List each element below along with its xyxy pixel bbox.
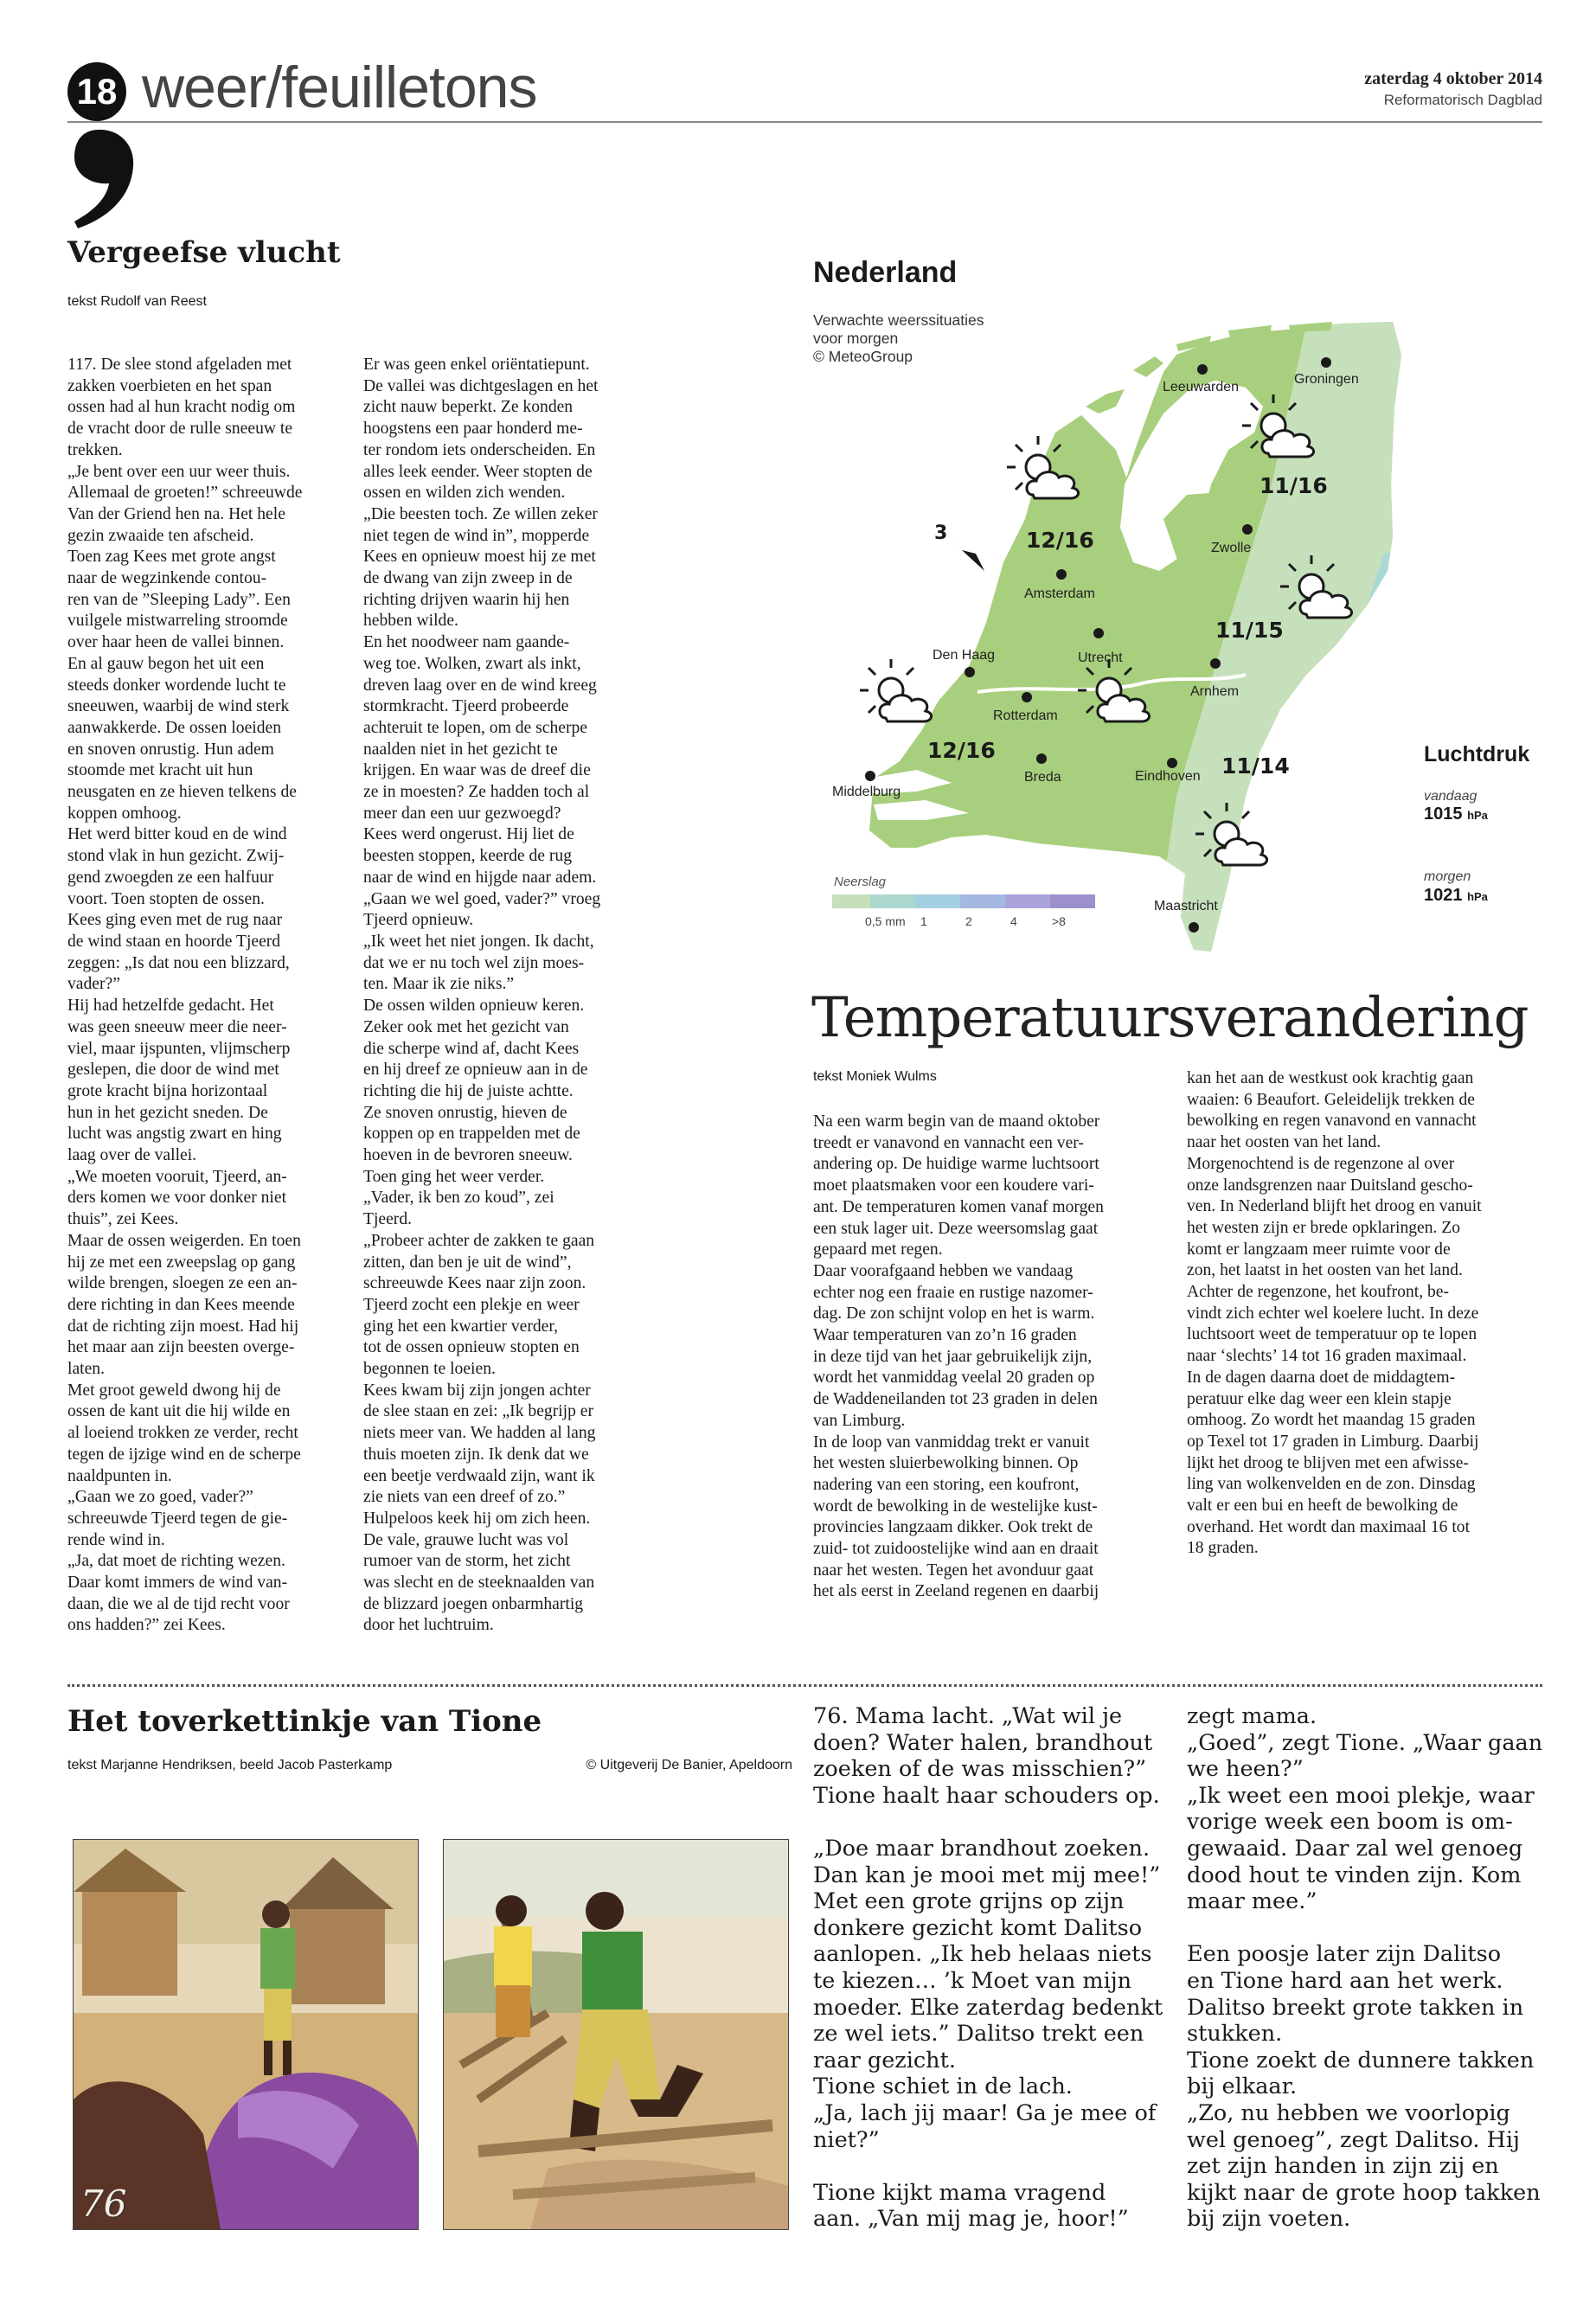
text-line: vader?”	[67, 975, 120, 994]
legend-tick-4: 4	[1010, 914, 1017, 928]
text-line: wel genoeg”, zegt Dalitso. Hij	[1187, 2126, 1520, 2153]
text-line: stond vlak in hun gezicht. Zwij-	[67, 847, 285, 866]
text-line: het westen zijn er brede opklaringen. Zo	[1187, 1218, 1461, 1237]
text-line: neusgaten en ze hieven telkens de	[67, 783, 297, 802]
serial-title: Het toverkettinkje van Tione	[67, 1704, 542, 1739]
text-line: Hulpeloos keek hij om zich heen.	[363, 1509, 591, 1528]
text-line: aanlopen. „Ik heb helaas niets	[813, 1941, 1152, 1968]
text-line: Toen ging het weer verder.	[363, 1167, 545, 1186]
text-line: Kees werd ongerust. Hij liet de	[363, 825, 574, 844]
text-line: Zeker ook met het gezicht van	[363, 1017, 569, 1036]
text-line: viel, maar ijspunten, vlijmscherp	[67, 1039, 291, 1058]
text-line: richting die hij de juiste achtte.	[363, 1081, 574, 1100]
pressure-unit: hPa	[1467, 809, 1488, 822]
city-dot-arnhem	[1210, 658, 1221, 669]
text-line: overhand. Het wordt dan maximaal 16 tot	[1187, 1517, 1471, 1536]
text-line: ossen de kant uit die hij wilde en	[67, 1402, 291, 1421]
text-line: op Texel tot 17 graden in Limburg. Daarbij	[1187, 1432, 1479, 1451]
text-line: Van der Griend hen na. Het hele	[67, 504, 285, 523]
text-line: kan het aan de westkust ook krachtig gaan	[1187, 1069, 1474, 1087]
text-line: dere richting in dan Kees meende	[67, 1295, 295, 1314]
text-line: kijkt naar de grote hoop takken	[1187, 2179, 1541, 2206]
text-line: hoogstens een paar honderd me-	[363, 420, 583, 439]
text-line: „Die beesten toch. Ze willen zeker	[363, 504, 598, 523]
village-illustration	[74, 1840, 418, 2229]
text-line: gezin zwaaide ten afscheid.	[67, 526, 254, 545]
text-line: wordt het vanmiddag veelal 20 graden op	[813, 1368, 1095, 1388]
legend-tick-5: >8	[1052, 914, 1066, 928]
text-line: ling van wolkenvelden en de zon. Dinsdag	[1187, 1475, 1476, 1494]
text-line: was geen sneeuw meer die neer-	[67, 1017, 287, 1036]
text-line: het westen sluierbewolking binnen. Op	[813, 1454, 1079, 1473]
city-label-rotterdam: Rotterdam	[993, 708, 1058, 723]
text-line: Tione schiet in de lach.	[813, 2073, 1073, 2100]
weather-subtitle-line: voor morgen	[813, 330, 899, 347]
legend-swatch-6	[1050, 894, 1095, 908]
text-line: de vracht door de rulle sneeuw te	[67, 420, 293, 439]
text-line: Tjeerd.	[363, 1210, 413, 1229]
text-line: Tjeerd opnieuw.	[363, 911, 474, 930]
text-line: ter rondom iets onderscheiden. En	[363, 440, 596, 459]
feuilleton-column-1	[67, 355, 346, 1637]
city-label-utrecht: Utrecht	[1078, 651, 1123, 665]
text-line: zoeken of de was misschien?”	[813, 1756, 1147, 1783]
city-dot-zwolle	[1242, 524, 1253, 535]
paragraph-gap	[813, 1809, 1168, 1836]
city-dot-amsterdam	[1056, 569, 1067, 580]
text-line: provincies langzaam dikker. Ook trekt de	[813, 1518, 1093, 1537]
text-line: Toen zag Kees met grote angst	[67, 548, 276, 567]
city-label-middelburg: Middelburg	[832, 785, 901, 799]
legend-swatch-2	[870, 894, 915, 908]
text-line: door het luchtruim.	[363, 1616, 494, 1635]
text-line: de blizzard joegen onbarmhartig	[363, 1594, 584, 1613]
text-line: valt er een bui en heeft de bewolking de	[1187, 1497, 1458, 1516]
city-dot-middelburg	[865, 771, 875, 781]
text-line: nadering van een storing, een koufront,	[813, 1475, 1080, 1494]
text-line: krijgen. En waar was de dreef die	[363, 761, 591, 780]
text-line: Na een warm begin van de maand oktober	[813, 1112, 1100, 1131]
section-title: weer/feuilletons	[142, 54, 537, 120]
header-date: zaterdag 4 oktober 2014	[1364, 69, 1542, 88]
text-line: tot de ossen opnieuw stopten en	[363, 1338, 580, 1357]
text-line: Er was geen enkel oriëntatiepunt.	[363, 356, 590, 374]
temp-south: 11/14	[1221, 753, 1290, 779]
city-dot-leeuwarden	[1197, 364, 1208, 375]
pressure-today-value: 1015	[1424, 804, 1463, 824]
panel-number: 76	[80, 2182, 127, 2225]
text-line: Met een grote grijns op zijn	[813, 1888, 1125, 1915]
text-line: In de loop van vanmiddag trekt er vanuit	[813, 1433, 1090, 1452]
text-line: Een poosje later zijn Dalitso	[1187, 1941, 1502, 1968]
text-line: „Zo, nu hebben we voorlopig	[1187, 2099, 1510, 2126]
text-line: was slecht en de steeknaalden van	[363, 1574, 595, 1593]
text-line: 76. Mama lacht. „Wat wil je	[813, 1703, 1123, 1729]
city-dot-groningen	[1321, 357, 1331, 368]
text-line: naalden niet in het gezicht te	[363, 740, 558, 759]
feuilleton-column-2	[363, 355, 649, 1637]
text-line: komt er langzaam meer ruimte voor de	[1187, 1240, 1451, 1259]
weather-subtitle	[813, 311, 984, 366]
legend-label: Neerslag	[834, 875, 887, 889]
article-headline: Temperatuursverandering	[811, 986, 1529, 1050]
pressure-tomorrow	[1424, 886, 1488, 906]
text-line: voort. Toen stopten de ossen.	[67, 889, 265, 908]
text-line: gewaaid. Daar zal wel genoeg	[1187, 1835, 1523, 1862]
weather-title: Nederland	[813, 256, 958, 289]
legend-tick-2: 1	[920, 914, 927, 928]
text-line: thuis”, zei Kees.	[67, 1210, 179, 1229]
text-line: aanwakkerde. De ossen loeiden	[67, 718, 281, 737]
text-line: raar gezicht.	[813, 2047, 956, 2073]
header-rule	[67, 121, 1542, 123]
paragraph-gap	[813, 2153, 1168, 2180]
text-line: achteruit te lopen, om de scherpe	[363, 718, 587, 737]
text-line: de Waddeneilanden tot 23 graden in delen	[813, 1390, 1098, 1409]
wind-force: 3	[934, 522, 948, 544]
text-line: De ossen wilden opnieuw keren.	[363, 997, 585, 1016]
text-line: in deze tijd van het jaar gebruikelijk zijn,	[813, 1347, 1093, 1366]
text-line: koppen op en trappelden met de	[363, 1125, 580, 1144]
text-line: Achter de regenzone, het koufront, be-	[1187, 1283, 1450, 1302]
text-line: naar het oosten van het land.	[1187, 1133, 1381, 1152]
serial-column-2	[1187, 1703, 1550, 2233]
text-line: ven. In Nederland blijft het droog en vanuit	[1187, 1197, 1482, 1216]
text-line: dag. De zon schijnt volop en het is warm.	[813, 1304, 1095, 1324]
text-line: stormkracht. Tjeerd probeerde	[363, 697, 569, 716]
text-line: van Limburg.	[813, 1411, 906, 1430]
text-line: ze wel iets.” Dalitso trekt een	[813, 2021, 1144, 2048]
text-line: naar de wind en hijgde naar adem.	[363, 868, 597, 887]
weather-copyright: © MeteoGroup	[813, 348, 913, 365]
text-line: lijkt het droog te blijven met een afwisse-	[1187, 1453, 1469, 1472]
text-line: wilde brengen, sloegen ze een an-	[67, 1274, 298, 1293]
text-line: moeder. Elke zaterdag bedenkt	[813, 1994, 1163, 2021]
text-line: naar de wegzinkende contou-	[67, 569, 267, 588]
serial-credit: © Uitgeverij De Banier, Apeldoorn	[586, 1758, 792, 1772]
city-dot-eindhoven	[1167, 758, 1177, 768]
text-line: schreeuwde Tjeerd tegen de gie-	[67, 1509, 288, 1528]
text-line: „Probeer achter de zakken te gaan	[363, 1231, 595, 1250]
text-line: niets meer van. We hadden al lang	[363, 1424, 596, 1443]
text-line: niet tegen de wind in”, mopperde	[363, 526, 590, 545]
text-line: dat we er nu toch wel zijn moes-	[363, 953, 585, 972]
text-line: lucht was angstig zwart en hing	[67, 1125, 282, 1144]
text-line: hebben wilde.	[363, 612, 458, 631]
text-line: donkere gezicht komt Dalitso	[813, 1914, 1143, 1941]
text-line: daan, die we al de tijd recht voor	[67, 1594, 290, 1613]
page-number: 18	[67, 62, 126, 121]
text-line: de dwang van zijn zweep in de	[363, 569, 573, 588]
text-line: Kees en opnieuw moest hij ze met	[363, 548, 596, 567]
weather-map	[813, 285, 1574, 969]
temp-west: 12/16	[1026, 528, 1094, 553]
text-line: over haar heen de vallei binnen.	[67, 633, 285, 652]
text-line: zie niets van een dreef of zo.”	[363, 1488, 566, 1507]
comma-logo-icon	[62, 123, 140, 234]
city-label-groningen: Groningen	[1294, 372, 1359, 387]
sun-cloud-icon	[860, 659, 932, 721]
text-line: stukken.	[1187, 2021, 1283, 2048]
text-line: ossen had al hun kracht nodig om	[67, 398, 296, 417]
city-dot-rotterdam	[1022, 692, 1032, 702]
text-line: treedt er vanavond en vannacht een ver-	[813, 1133, 1084, 1152]
paragraph-gap	[1187, 1915, 1550, 1942]
text-line: Waar temperaturen van zo’n 16 graden	[813, 1326, 1077, 1345]
text-line: Kees kwam bij zijn jongen achter	[363, 1381, 591, 1400]
text-line: ders komen we voor donker niet	[67, 1189, 287, 1208]
pressure-tomorrow-value: 1021	[1424, 886, 1463, 905]
text-line: „Gaan we zo goed, vader?”	[67, 1488, 253, 1507]
city-dot-den-haag	[965, 667, 975, 677]
city-label-arnhem: Arnhem	[1190, 684, 1240, 699]
text-line: een beetje verdwaald zijn, want ik	[363, 1466, 595, 1485]
text-line: naaldpunten in.	[67, 1466, 172, 1485]
text-line: trekken.	[67, 440, 123, 459]
city-label-den-haag: Den Haag	[933, 648, 996, 663]
text-line: „Doe maar brandhout zoeken.	[813, 1835, 1151, 1862]
weather-icon-southwest	[860, 659, 932, 721]
city-label-leeuwarden: Leeuwarden	[1163, 380, 1240, 394]
text-line: niet?”	[813, 2126, 880, 2153]
text-line: Morgenochtend is de regenzone al over	[1187, 1154, 1455, 1173]
text-line: tegen de ijzige wind en de scherpe	[67, 1445, 301, 1464]
precipitation-legend	[832, 875, 1095, 928]
text-line: Dan kan je mooi met mij mee!”	[813, 1862, 1161, 1888]
text-line: „Vader, ik ben zo koud”, zei	[363, 1189, 554, 1208]
text-line: begonnen te loeien.	[363, 1360, 496, 1379]
text-line: peratuur elke dag weer een klein stapje	[1187, 1389, 1452, 1408]
text-line: andering op. De huidige warme luchtsoort	[813, 1155, 1099, 1174]
text-line: alles leek eender. Weer stopten de	[363, 462, 593, 481]
text-line: Tione zoekt de dunnere takken	[1187, 2047, 1535, 2073]
text-line: bij zijn voeten.	[1187, 2206, 1351, 2233]
text-line: wordt de bewolking in de westelijke kust-	[813, 1497, 1098, 1516]
text-line: laag over de vallei.	[67, 1146, 197, 1165]
city-label-breda: Breda	[1024, 770, 1061, 785]
legend-swatch-4	[960, 894, 1005, 908]
text-line: dreven laag over en de wind kreeg	[363, 676, 597, 695]
text-line: beesten stoppen, keerde de rug	[363, 847, 573, 866]
text-line: ons hadden?” zei Kees.	[67, 1616, 226, 1635]
text-line: de slee staan en zei: „Ik begrijp er	[363, 1402, 594, 1421]
text-line: 117. De slee stond afgeladen met	[67, 356, 292, 374]
text-line: geslepen, die door de wind met	[67, 1061, 279, 1080]
temp-north: 11/16	[1259, 473, 1328, 498]
text-line: dood hout te vinden zijn. Kom	[1187, 1862, 1522, 1888]
text-line: meer dan een uur gezwoegd?	[363, 804, 561, 823]
section-divider	[67, 1684, 1542, 1687]
text-line: Met groot geweld dwong hij de	[67, 1381, 281, 1400]
text-line: Kees ging even met de rug naar	[67, 911, 283, 930]
text-line: „Ja, dat moet de richting wezen.	[67, 1552, 285, 1571]
text-line: ten. Maar ik zie niks.”	[363, 975, 515, 994]
city-label-eindhoven: Eindhoven	[1135, 769, 1201, 784]
city-label-zwolle: Zwolle	[1211, 541, 1252, 555]
city-dot-maastricht	[1189, 922, 1199, 933]
text-line: ant. De temperaturen komen vanaf morgen	[813, 1197, 1104, 1216]
illustration-panel-2	[443, 1839, 789, 2230]
pressure-today	[1424, 804, 1488, 824]
pressure-tomorrow-label: morgen	[1424, 869, 1471, 884]
text-line: zegt mama.	[1187, 1703, 1317, 1729]
pressure-unit: hPa	[1467, 890, 1488, 903]
text-line: de wind staan en hoorde Tjeerd	[67, 932, 281, 951]
city-dot-utrecht	[1093, 628, 1104, 638]
text-line: Daar komt immers de wind van-	[67, 1574, 288, 1593]
text-line: koppen omhoog.	[67, 804, 182, 823]
text-line: rumoer van de storm, het zicht	[363, 1552, 571, 1571]
text-line: De vale, grauwe lucht was vol	[363, 1530, 569, 1549]
text-line: gepaard met regen.	[813, 1240, 943, 1259]
city-label-maastricht: Maastricht	[1154, 899, 1218, 913]
pressure-today-label: vandaag	[1424, 789, 1477, 804]
text-line: zeggen: „Is dat nou een blizzard,	[67, 953, 290, 972]
text-line: En al gauw begon het uit een	[67, 654, 265, 673]
text-line: vuilgele mistwarreling stroomde	[67, 612, 288, 631]
text-line: stoomde met kracht uit hun	[67, 761, 253, 780]
text-line: een stuk lager uit. Deze weersomslag gaat	[813, 1219, 1099, 1238]
text-line: ren van de ”Sleeping Lady”. Een	[67, 590, 291, 609]
text-line: Ze snoven onrustig, hieven de	[363, 1103, 567, 1122]
text-line: zet zijn handen in zijn zij en	[1187, 2153, 1499, 2180]
text-line: zuid- tot zuidoostelijke wind aan en draait	[813, 1540, 1099, 1559]
text-line: „We moeten vooruit, Tjeerd, an-	[67, 1167, 287, 1186]
article-byline: tekst Moniek Wulms	[813, 1069, 937, 1084]
text-line: en Tione hard aan het werk.	[1187, 1967, 1503, 1994]
text-line: weg toe. Wolken, zwart als inkt,	[363, 654, 581, 673]
newspaper-name: Reformatorisch Dagblad	[1383, 92, 1542, 108]
text-line: En het noodweer nam gaande-	[363, 633, 570, 652]
text-line: Hij had hetzelfde gedacht. Het	[67, 997, 274, 1016]
text-line: die scherpe wind af, dacht Kees	[363, 1039, 580, 1058]
legend-tick-1: 0,5 mm	[865, 914, 906, 928]
city-dot-breda	[1036, 753, 1047, 764]
city-label-amsterdam: Amsterdam	[1024, 586, 1095, 601]
text-line: De vallei was dichtgeslagen en het	[363, 376, 599, 395]
text-line: Tione kijkt mama vragend	[813, 2179, 1106, 2206]
text-line: laten.	[67, 1360, 105, 1379]
text-line: Tione haalt haar schouders op.	[813, 1782, 1160, 1809]
text-line: hun in het gezicht sneden. De	[67, 1103, 268, 1122]
weather-subtitle-line: Verwachte weerssituaties	[813, 311, 984, 329]
text-line: onze landsgrenzen naar Duitsland gescho-	[1187, 1176, 1473, 1195]
feuilleton-title: Vergeefse vlucht	[67, 235, 341, 270]
legend-swatch-1	[832, 894, 870, 908]
text-line: „Gaan we wel goed, vader?” vroeg	[363, 889, 601, 908]
wind-arrow-icon	[952, 541, 984, 571]
serial-column-1	[813, 1703, 1168, 2233]
text-line: ging het een kwartier verder,	[363, 1317, 558, 1336]
text-line: al loeiend trokken ze verder, recht	[67, 1424, 298, 1443]
legend-tick-3: 2	[965, 914, 972, 928]
pressure-title: Luchtdruk	[1424, 742, 1530, 766]
temp-southwest: 12/16	[927, 738, 996, 763]
text-line: dat de richting zijn moest. Had hij	[67, 1317, 299, 1336]
feuilleton-byline: tekst Rudolf van Reest	[67, 294, 207, 309]
text-line: echter nog een fraaie en rustige nazomer-	[813, 1283, 1093, 1302]
text-line: rende wind in.	[67, 1530, 165, 1549]
text-line: naar ‘slechts’ 14 tot 16 graden maximaal.	[1187, 1347, 1467, 1366]
illustration-panel-1	[73, 1839, 419, 2230]
text-line: bewolking en regen vanavond en vannacht	[1187, 1112, 1477, 1131]
text-line: „Je bent over een uur weer thuis.	[67, 462, 291, 481]
text-line: doen? Water halen, brandhout	[813, 1729, 1153, 1756]
text-line: gend zwoegden ze een halfuur	[67, 868, 274, 887]
text-line: hij ze met een zweepslag op gang	[67, 1253, 296, 1272]
serial-byline: tekst Marjanne Hendriksen, beeld Jacob Pasterkamp	[67, 1758, 393, 1772]
legend-swatch-3	[915, 894, 960, 908]
text-line: te kiezen… ’k Moet van mijn	[813, 1967, 1132, 1994]
text-line: naar het westen. Tegen het avonduur gaat	[813, 1561, 1094, 1580]
text-line: Allemaal de groeten!” schreeuwde	[67, 484, 303, 503]
text-line: hoeven in de bevroren sneeuw.	[363, 1146, 573, 1165]
text-line: „Ik weet het niet jongen. Ik dacht,	[363, 932, 594, 951]
text-line: sneeuwen, waarbij de wind sterk	[67, 697, 290, 716]
text-line: grote kracht bijna horizontaal	[67, 1081, 268, 1100]
text-line: vindt zich echter wel koelere lucht. In deze	[1187, 1304, 1479, 1323]
text-line: Maar de ossen weigerden. En toen	[67, 1231, 301, 1250]
text-line: schreeuwde Kees naar zijn zoon.	[363, 1274, 586, 1293]
text-line: 18 graden.	[1187, 1539, 1259, 1558]
text-line: richting drijven waarin hij hen	[363, 590, 570, 609]
text-line: ossen en wilden zich wenden.	[363, 484, 566, 503]
text-line: omhoog. Zo wordt het maandag 15 graden	[1187, 1411, 1476, 1430]
text-line: „Ik weet een mooi plekje, waar	[1187, 1782, 1535, 1809]
article-column-2	[1187, 1068, 1542, 1560]
text-line: aan. „Van mij mag je, hoor!”	[813, 2206, 1129, 2233]
text-line: het als eerst in Zeeland regenen en daarbij	[813, 1582, 1099, 1601]
text-line: thuis moeten zijn. Ik denk dat we	[363, 1445, 589, 1464]
text-line: Tjeerd zocht een plekje en weer	[363, 1295, 580, 1314]
text-line: zitten, dan ben je uit de wind”,	[363, 1253, 572, 1272]
article-column-1	[813, 1112, 1166, 1603]
text-line: waaien: 6 Beaufort. Geleidelijk trekken de	[1187, 1090, 1475, 1109]
text-line: moet plaatsmaken voor een koudere vari-	[813, 1176, 1094, 1195]
text-line: bij elkaar.	[1187, 2073, 1298, 2100]
text-line: steeds donker wordende lucht te	[67, 676, 286, 695]
text-line: vorige week een boom is om-	[1187, 1809, 1513, 1836]
text-line: ze in moesten? Ze hadden toch al	[363, 783, 590, 802]
text-line: „Ja, lach jij maar! Ga je mee of	[813, 2099, 1157, 2126]
text-line: en hij dreef ze opnieuw aan in de	[363, 1061, 588, 1080]
text-line: het maar aan zijn beesten overge-	[67, 1338, 295, 1357]
text-line: Het werd bitter koud en de wind	[67, 825, 287, 844]
text-line: maar mee.”	[1187, 1888, 1317, 1915]
text-line: we heen?”	[1187, 1756, 1304, 1783]
text-line: In de dagen daarna doet de middagtem-	[1187, 1368, 1456, 1387]
text-line: en snoven onrustig. Hun adem	[67, 740, 274, 759]
temp-east: 11/15	[1215, 618, 1284, 643]
firewood-illustration	[444, 1840, 788, 2229]
text-line: zicht nauw beperkt. Ze konden	[363, 398, 574, 417]
legend-swatch-5	[1005, 894, 1050, 908]
text-line: Daar voorafgaand hebben we vandaag	[813, 1261, 1074, 1280]
text-line: luchtsoort weet de temperatuur op te lopen	[1187, 1325, 1477, 1344]
text-line: „Goed”, zegt Tione. „Waar gaan	[1187, 1729, 1543, 1756]
text-line: zon, het laatst in het oosten van het land.	[1187, 1261, 1463, 1280]
text-line: zakken voerbieten en het span	[67, 376, 272, 395]
text-line: Dalitso breekt grote takken in	[1187, 1994, 1524, 2021]
